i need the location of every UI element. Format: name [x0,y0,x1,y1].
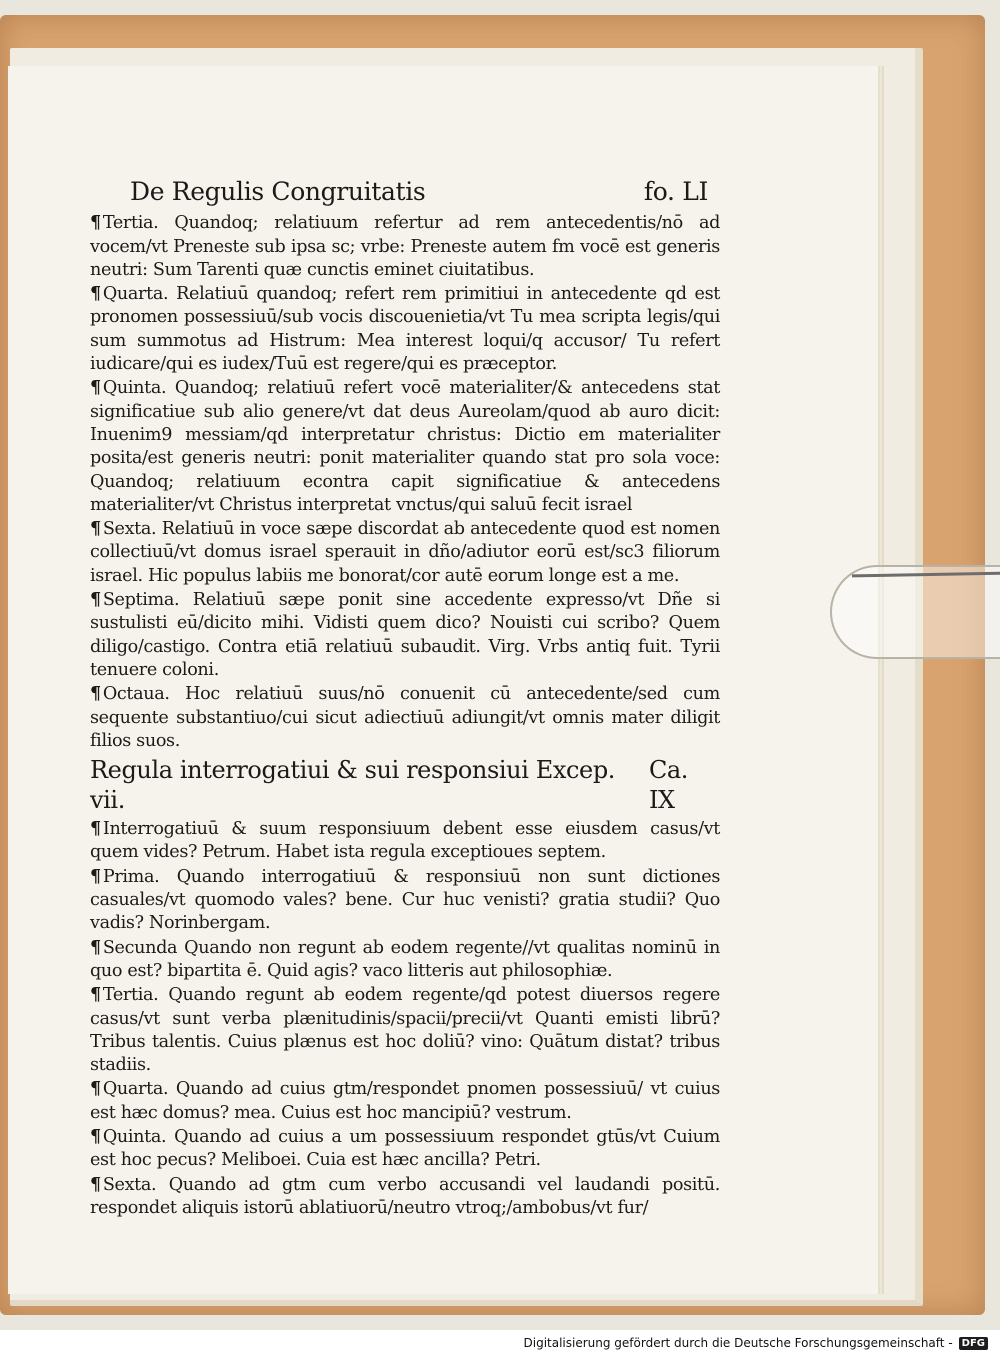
paragraph-text: Quinta. Quandoq; relatiuū refert vocē materialiter/& antecedens stat significatiue sub alio genere/vt dat deus Aureolam/quod ab auro dicit: Inuenim9 messiam/qd interpretatur christus: Dictio em materialiter posita/est generis neutri: ponit materialiter quando stat pro sola voce: Quandoq; relatiuum econtra capit significatiue & antecedens materialiter/vt Christus interpretat vnctus/qui saluū fecit israel [90,378,720,515]
page-marker-tab [830,565,1000,659]
paragraph [90,817,720,865]
pilcrow-icon: ¶ [90,1125,101,1147]
pilcrow-icon: ¶ [90,377,101,399]
dfg-logo: DFG [959,1337,988,1350]
paragraph [90,983,720,1077]
paragraph-text: Tertia. Quandoq; relatiuum refertur ad rem antecedentis/nō ad vocem/vt Preneste sub ipsa sc; vrbe: Preneste autem fm vocē est generis neutri: Sum Tarenti quæ cunctis eminet ciuitatibus. [90,213,720,280]
paragraph-text: Prima. Quando interrogatiuū & responsiuū non sunt dictiones casuales/vt quomodo vales? bene. Cur huc venisti? gratia studii? Quo vadis? Norinbergam. [90,866,720,934]
paragraph-text: Tertia. Quando regunt ab eodem regente/qd potest diuersos regere casus/vt sunt verba plænitudinis/spacii/precii/vt Quanti emisti librū? Tribus talentis. Cuius plænus est hoc doliū? vino: Quātum distat? tribus stadiis. [90,985,720,1076]
paragraph-text: Sexta. Quando ad gtm cum verbo accusandi vel laudandi positū. respondet aliquis istorū ablatiuorū/neutro vtroq;/ambobus/vt fur/ [90,1174,720,1218]
paragraph-text: Sexta. Relatiuū in voce sæpe discordat ab antecedente quod est nomen collectiuū/vt domus israel sperauit in dño/adiutor eorū est/sc3 filiorum israel. Hic populus labiis me bonorat/cor autē eorum longe est a me. [90,519,720,586]
running-head-title: De Regulis Congruitatis [130,177,426,206]
paragraph-text: Octaua. Hoc relatiuū suus/nō conuenit cū antecedente/sed cum sequente substantiuo/cui sicut adiectiuū adiungit/vt omnis mater diligit filios suos. [90,684,720,751]
paragraph [90,211,720,282]
paragraph [90,865,720,936]
chapter-title: Regula interrogatiui & sui responsiui Excep. vii. [90,756,616,815]
chapter-number: Ca. IX [648,756,689,815]
paragraph [90,936,720,984]
paragraph [90,1125,720,1173]
paragraph-text: Quarta. Quando ad cuius gtm/respondet pnomen possessiuū/ vt cuius est hæc domus? mea. Cuius est hoc mancipiū? vestrum. [90,1079,720,1123]
paragraph-text: Interrogatiuū & suum responsiuum debent esse eiusdem casus/vt quem vides? Petrum. Habet ista regula exceptioues septem. [90,819,720,863]
folio-number: fo. LI [643,177,708,206]
pilcrow-icon: ¶ [90,865,101,887]
pilcrow-icon: ¶ [90,683,101,705]
paragraph-text: Septima. Relatiuū sæpe ponit sine accedente expresso/vt Dñe si sustulisti eū/dicito mihi. Vidisti quem dico? Nouisti cui scribo? Quem diligo/castigo. Contra etiā relatiuū subaudit. Virg. Vrbs antiq fuit. Tyrii tenuere coloni. [90,590,720,680]
paragraph [90,1173,720,1221]
running-head [130,177,720,206]
paragraph [90,588,720,682]
paragraph [90,517,720,588]
pilcrow-icon: ¶ [90,589,101,611]
pilcrow-icon: ¶ [90,212,101,234]
pilcrow-icon: ¶ [90,283,101,305]
pilcrow-icon: ¶ [90,518,101,540]
pilcrow-icon: ¶ [90,936,101,958]
page-text [90,177,720,1220]
pilcrow-icon: ¶ [90,1078,101,1100]
paragraph [90,682,720,753]
digitization-footer [0,1330,1000,1356]
paragraph [90,282,720,376]
pilcrow-icon: ¶ [90,1173,101,1195]
pilcrow-icon: ¶ [90,818,101,840]
funding-credit: Digitalisierung gefördert durch die Deutsche Forschungsgemeinschaft - [523,1336,953,1350]
paragraph [90,1077,720,1125]
chapter-heading [90,755,720,815]
paragraph-text: Quarta. Relatiuū quandoq; refert rem primitiui in antecedente qd est pronomen possessiuū/sub vocis discouenietia/vt Tu mea scripta legis/qui sum summotus ad Histrum: Mea interest loqui/q accusor/ Tu refert iudicare/qui es iudex/Tuū est regere/qui es præceptor. [90,284,720,375]
pilcrow-icon: ¶ [90,984,101,1006]
paragraph [90,376,720,517]
paragraph-text: Quinta. Quando ad cuius a um possessiuum respondet gtūs/vt Cuium est hoc pecus? Meliboei. Cuia est hæc ancilla? Petri. [90,1126,720,1171]
paragraph-text: Secunda Quando non regunt ab eodem regente//vt qualitas nominū in quo est? bipartita ē. Quid agis? vaco litteris aut philosophiæ. [90,937,720,981]
